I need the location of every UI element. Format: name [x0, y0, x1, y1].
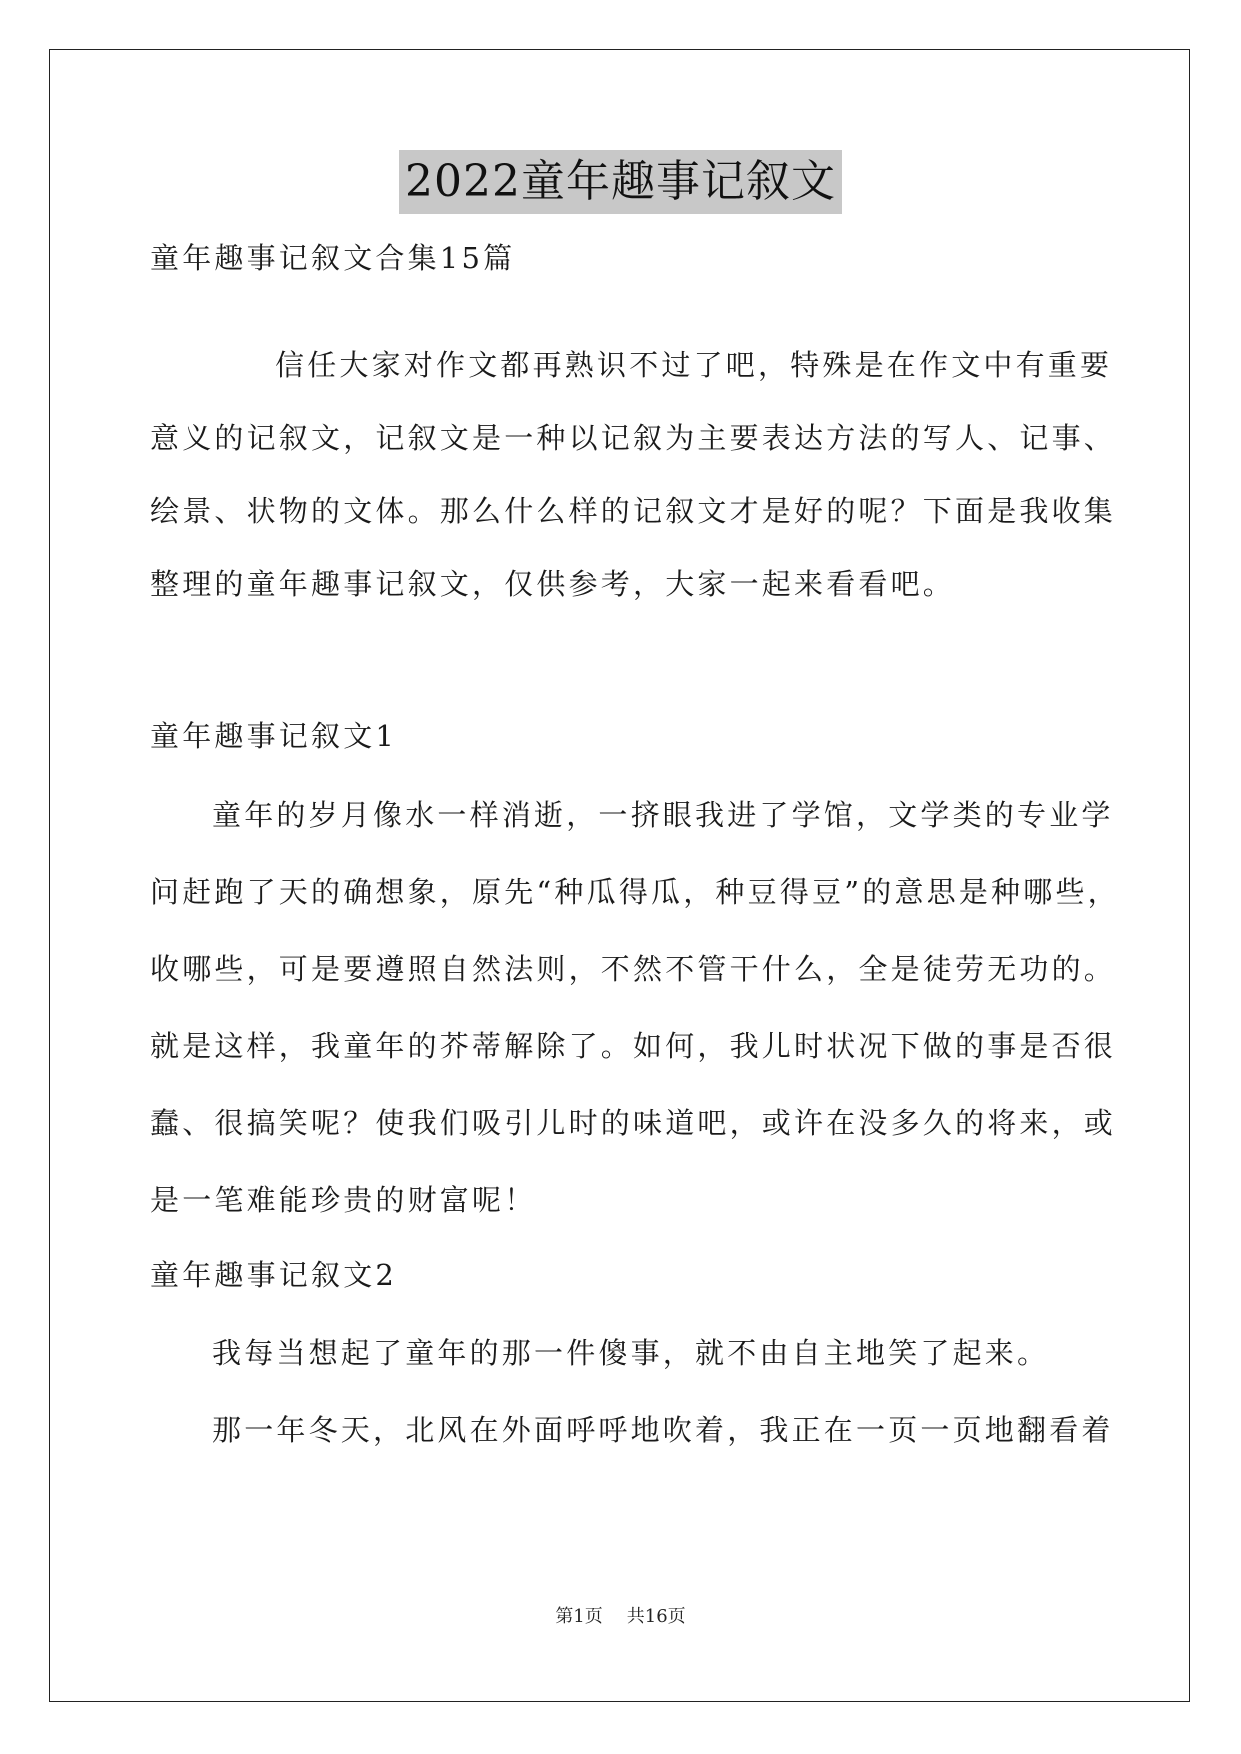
section1-line: 蠢、很搞笑呢？使我们吸引儿时的味道吧，或许在没多久的将来，或 [150, 1106, 1117, 1140]
section1-line: 问赶跑了天的确想象，原先“种瓜得瓜，种豆得豆”的意思是种哪些， [150, 875, 1120, 909]
section1-line: 就是这样，我童年的芥蒂解除了。如何，我儿时状况下做的事是否很 [150, 1029, 1117, 1063]
section2-line: 那一年冬天，北风在外面呼呼地吹着，我正在一页一页地翻看着 [212, 1413, 1114, 1447]
section1-line: 是一笔难能珍贵的财富呢！ [150, 1183, 537, 1217]
document-title: 2022童年趣事记叙文 [399, 150, 842, 214]
section-heading: 童年趣事记叙文2 [150, 1258, 398, 1292]
page-total: 共16页 [626, 1606, 686, 1627]
section1-line: 童年的岁月像水一样消逝，一挤眼我进了学馆，文学类的专业学 [212, 798, 1114, 832]
section2-line: 我每当想起了童年的那一件傻事，就不由自主地笑了起来。 [212, 1336, 1050, 1370]
page-footer [0, 1605, 1241, 1629]
title-container [0, 150, 1241, 214]
intro-line: 意义的记叙文，记叙文是一种以记叙为主要表达方法的写人、记事、 [150, 421, 1117, 455]
intro-line: 绘景、状物的文体。那么什么样的记叙文才是好的呢？下面是我收集 [150, 494, 1117, 528]
page-number: 第1页 [555, 1606, 603, 1627]
section-heading: 童年趣事记叙文1 [150, 719, 398, 753]
intro-line: 信任大家对作文都再熟识不过了吧，特殊是在作文中有重要 [275, 348, 1113, 382]
section1-line: 收哪些，可是要遵照自然法则，不然不管干什么，全是徒劳无功的。 [150, 952, 1117, 986]
intro-line: 整理的童年趣事记叙文，仅供参考，大家一起来看看吧。 [150, 567, 956, 601]
subtitle: 童年趣事记叙文合集15篇 [150, 241, 516, 275]
